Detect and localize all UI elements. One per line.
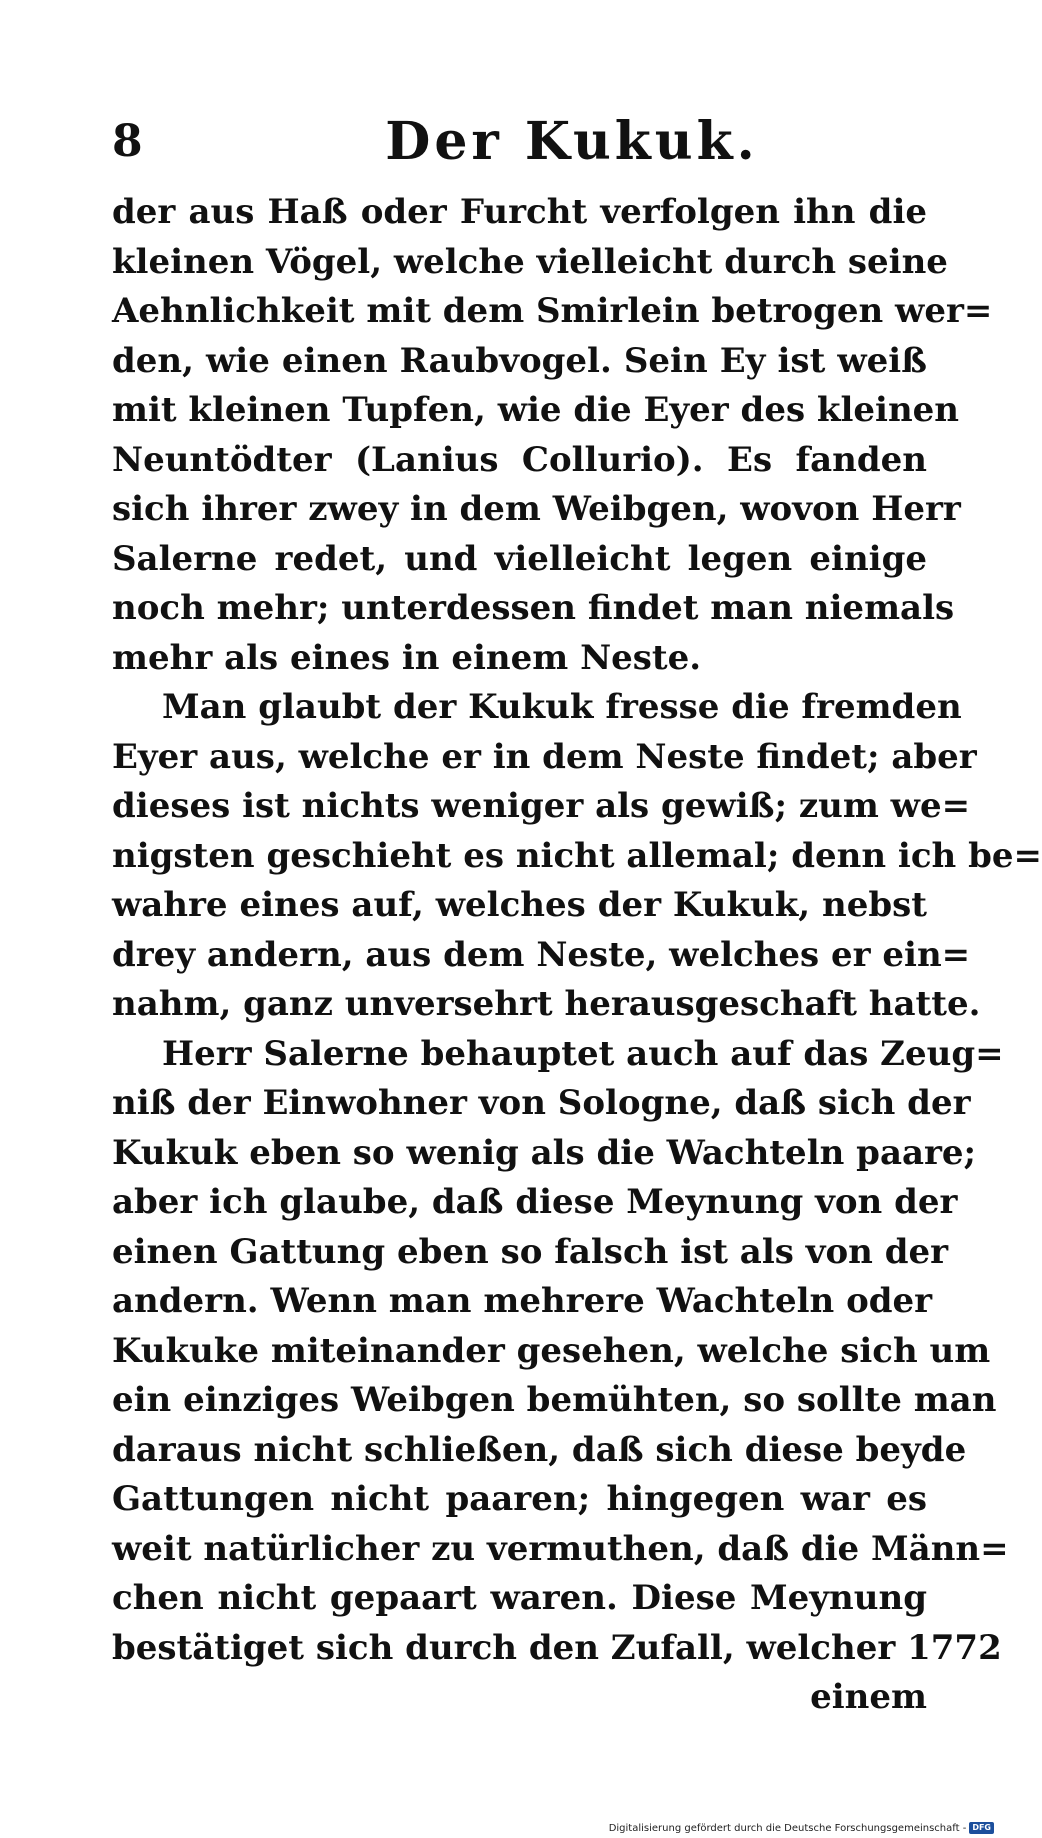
text-line: Neuntödter (Lanius Collurio). Es fanden (112, 439, 927, 480)
page-header (112, 112, 927, 172)
body-text (112, 188, 1042, 1723)
text-line: Aehnlichkeit mit dem Smirlein betrogen wer= (112, 291, 993, 331)
text-line: dieses ist nichts weniger als gewiß; zum we= (112, 786, 971, 826)
text-line: noch mehr; unterdessen findet man niemals (112, 588, 955, 628)
credit-text: Digitalisierung gefördert durch die Deutsche Forschungsgemeinschaft - (608, 1822, 967, 1834)
text-line: bestätiget sich durch den Zufall, welcher 1772 (112, 1627, 1002, 1668)
running-head: Der Kukuk. (385, 111, 759, 172)
text-line: aber ich glaube, daß diese Meynung von der (112, 1182, 958, 1222)
text-line: Kukuk eben so wenig als die Wachteln paare; (112, 1132, 977, 1173)
text-line: nahm, ganz unversehrt herausgeschaft hatte. (112, 984, 981, 1024)
text-line: andern. Wenn man mehrere Wachteln oder (112, 1281, 933, 1321)
text-line: Kukuke miteinander gesehen, welche sich um (112, 1330, 991, 1371)
text-line: einen Gattung eben so falsch ist als von der (112, 1231, 949, 1272)
text-line: der aus Haß oder Furcht verfolgen ihn die (112, 192, 927, 232)
text-line: Salerne redet, und vielleicht legen einige (112, 538, 927, 579)
text-line: niß der Einwohner von Sologne, daß sich der (112, 1083, 971, 1123)
catchword: einem (810, 1677, 927, 1717)
text-line: den, wie einen Raubvogel. Sein Ey ist weiß (112, 340, 927, 381)
dfg-logo: DFG (969, 1822, 994, 1834)
text-line: ein einziges Weibgen bemühten, so sollte man (112, 1380, 997, 1420)
text-line: Gattungen nicht paaren; hingegen war es (112, 1479, 927, 1519)
text-line: kleinen Vögel, welche vielleicht durch seine (112, 241, 948, 282)
page-number: 8 (112, 116, 143, 167)
text-line: Eyer aus, welche er in dem Neste findet; aber (112, 736, 977, 777)
text-line: chen nicht gepaart waren. Diese Meynung (112, 1578, 927, 1618)
text-line: wahre eines auf, welches der Kukuk, nebst (112, 885, 927, 925)
text-line: drey andern, aus dem Neste, welches er ein= (112, 934, 971, 975)
text-line: mehr als eines in einem Neste. (112, 637, 702, 678)
text-line: Herr Salerne behauptet auch auf das Zeug= (162, 1033, 1004, 1074)
text-line: sich ihrer zwey in dem Weibgen, wovon Herr (112, 489, 961, 529)
text-line: Man glaubt der Kukuk fresse die fremden (162, 687, 962, 727)
text-line: weit natürlicher zu vermuthen, daß die Männ= (112, 1528, 1009, 1569)
text-line: mit kleinen Tupfen, wie die Eyer des kleinen (112, 390, 960, 430)
text-line: nigsten geschieht es nicht allemal; denn ich be= (112, 835, 1042, 876)
digitization-credit (609, 1822, 994, 1834)
text-line: daraus nicht schließen, daß sich diese beyde (112, 1429, 967, 1470)
